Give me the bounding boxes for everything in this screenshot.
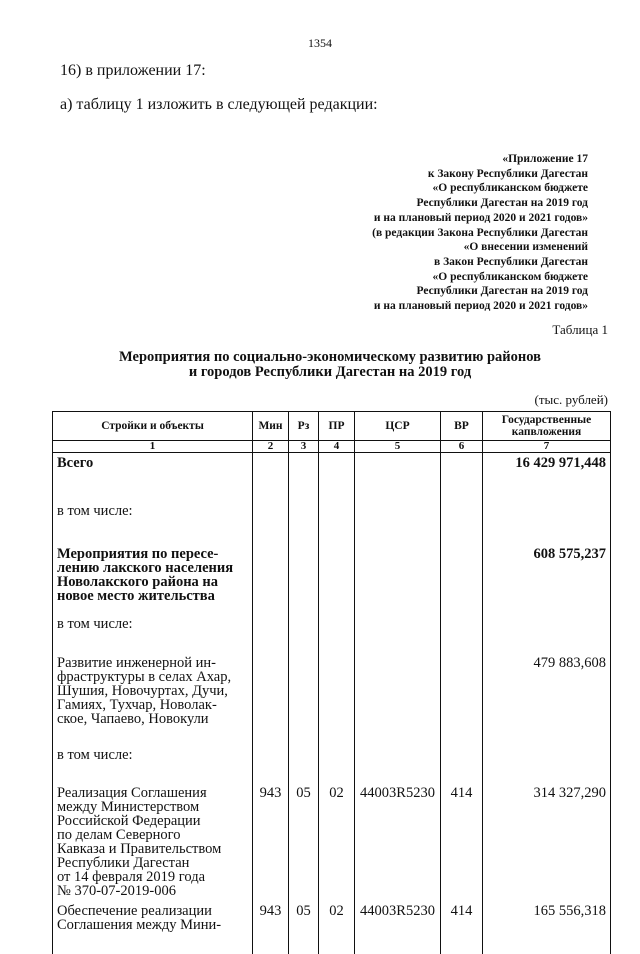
column-number-row bbox=[53, 441, 611, 453]
appendix-line: (в редакции Закона Республики Дагестан bbox=[372, 226, 588, 239]
row-csr bbox=[355, 740, 441, 776]
appendix-line: и на плановый период 2020 и 2021 годов» bbox=[373, 300, 588, 313]
row-min bbox=[253, 645, 289, 740]
row-vr bbox=[441, 740, 483, 776]
row-name: Реализация Соглашения между Министерством Российской Федерации по делам Северного Кавказа и Правительством Республики Дагестан от 14 февраля 2019 года № 370-07-2019-006 bbox=[53, 776, 253, 898]
row-csr bbox=[355, 453, 441, 499]
table-row bbox=[53, 898, 611, 954]
row-vr bbox=[441, 536, 483, 609]
table-label: Таблица 1 bbox=[552, 322, 608, 337]
row-csr: 44003R5230 bbox=[355, 898, 441, 954]
column-number: 1 bbox=[53, 441, 253, 453]
intro-line-1: 16) в приложении 17: bbox=[60, 62, 206, 79]
appendix-line: «О внесении изменений bbox=[463, 241, 588, 254]
appendix-line: «О республиканском бюджете bbox=[432, 270, 588, 283]
row-name: Мероприятия по пересе- лению лакского населения Новолакского района на новое место жительства bbox=[53, 536, 253, 609]
row-amount bbox=[483, 740, 611, 776]
table-title-line-1: Мероприятия по социально-экономическому развитию районов bbox=[119, 349, 541, 365]
row-vr bbox=[441, 498, 483, 536]
page-number: 1354 bbox=[308, 36, 332, 50]
row-min bbox=[253, 609, 289, 645]
table-row bbox=[53, 536, 611, 609]
row-amount: 16 429 971,448 bbox=[483, 453, 611, 499]
header-min: Мин bbox=[253, 412, 289, 441]
header-pr: ПР bbox=[319, 412, 355, 441]
row-amount: 608 575,237 bbox=[483, 536, 611, 609]
units-label: (тыс. рублей) bbox=[534, 392, 608, 407]
row-amount: 314 327,290 bbox=[483, 776, 611, 898]
row-min: 943 bbox=[253, 776, 289, 898]
row-min bbox=[253, 740, 289, 776]
row-name: Развитие инженерной ин- фраструктуры в селах Ахар, Шушия, Новочуртах, Дучи, Гамиях, Тухчар, Новолак- ское, Чапаево, Новокули bbox=[53, 645, 253, 740]
row-rz: 05 bbox=[289, 776, 319, 898]
row-pr bbox=[319, 609, 355, 645]
row-amount bbox=[483, 498, 611, 536]
row-min bbox=[253, 536, 289, 609]
appendix-line: к Закону Республики Дагестан bbox=[427, 167, 588, 180]
row-min bbox=[253, 498, 289, 536]
row-min: 943 bbox=[253, 898, 289, 954]
row-name: в том числе: bbox=[53, 498, 253, 536]
row-rz bbox=[289, 740, 319, 776]
row-name: Обеспечение реализации Соглашения между Мини- bbox=[53, 898, 253, 954]
row-csr bbox=[355, 645, 441, 740]
table-row bbox=[53, 453, 611, 499]
column-number: 4 bbox=[319, 441, 355, 453]
row-pr bbox=[319, 453, 355, 499]
row-name: в том числе: bbox=[53, 740, 253, 776]
header-objects: Стройки и объекты bbox=[53, 412, 253, 441]
row-rz bbox=[289, 536, 319, 609]
row-amount bbox=[483, 609, 611, 645]
row-pr bbox=[319, 498, 355, 536]
table-row bbox=[53, 609, 611, 645]
row-pr bbox=[319, 740, 355, 776]
appendix-line: Республики Дагестан на 2019 год bbox=[416, 197, 588, 210]
row-vr: 414 bbox=[441, 776, 483, 898]
header-rz: Рз bbox=[289, 412, 319, 441]
row-csr: 44003R5230 bbox=[355, 776, 441, 898]
table-title-line-2: и городов Республики Дагестан на 2019 год bbox=[188, 364, 472, 380]
row-vr bbox=[441, 609, 483, 645]
appendix-line: Республики Дагестан на 2019 год bbox=[416, 285, 588, 298]
row-amount: 165 556,318 bbox=[483, 898, 611, 954]
row-pr bbox=[319, 536, 355, 609]
column-number: 3 bbox=[289, 441, 319, 453]
appendix-header bbox=[330, 152, 588, 314]
row-pr bbox=[319, 645, 355, 740]
row-rz bbox=[289, 645, 319, 740]
row-name: Всего bbox=[53, 453, 253, 499]
row-pr: 02 bbox=[319, 898, 355, 954]
row-vr: 414 bbox=[441, 898, 483, 954]
row-name: в том числе: bbox=[53, 609, 253, 645]
row-csr bbox=[355, 609, 441, 645]
row-rz bbox=[289, 609, 319, 645]
table-row bbox=[53, 776, 611, 898]
column-number: 2 bbox=[253, 441, 289, 453]
row-pr: 02 bbox=[319, 776, 355, 898]
appendix-line: «Приложение 17 bbox=[502, 153, 588, 165]
appendix-line: в Закон Республики Дагестан bbox=[434, 255, 588, 268]
table-title bbox=[80, 350, 580, 380]
appendix-line: и на плановый период 2020 и 2021 годов» bbox=[373, 211, 588, 224]
row-rz bbox=[289, 498, 319, 536]
row-amount: 479 883,608 bbox=[483, 645, 611, 740]
table-row bbox=[53, 645, 611, 740]
header-investments: Государственные капвложения bbox=[483, 412, 611, 441]
header-vr: ВР bbox=[441, 412, 483, 441]
row-rz: 05 bbox=[289, 898, 319, 954]
column-number: 7 bbox=[483, 441, 611, 453]
table-header-row bbox=[53, 412, 611, 441]
intro-line-2: а) таблицу 1 изложить в следующей редакции: bbox=[60, 96, 378, 113]
column-number: 5 bbox=[355, 441, 441, 453]
table-row bbox=[53, 498, 611, 536]
row-min bbox=[253, 453, 289, 499]
table-row bbox=[53, 740, 611, 776]
row-rz bbox=[289, 453, 319, 499]
row-csr bbox=[355, 498, 441, 536]
appendix-line: «О республиканском бюджете bbox=[432, 182, 588, 195]
header-csr: ЦСР bbox=[355, 412, 441, 441]
row-csr bbox=[355, 536, 441, 609]
row-vr bbox=[441, 645, 483, 740]
row-vr bbox=[441, 453, 483, 499]
budget-table bbox=[52, 411, 611, 954]
column-number: 6 bbox=[441, 441, 483, 453]
